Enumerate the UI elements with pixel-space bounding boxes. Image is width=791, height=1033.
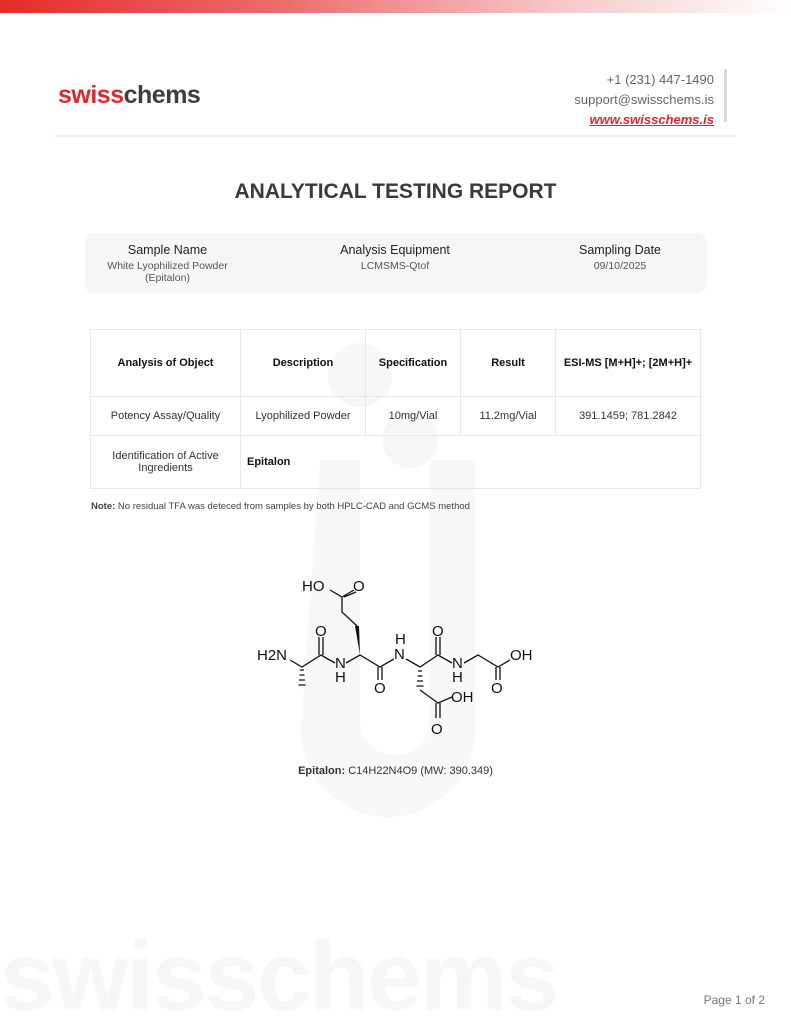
info-label: Sample Name — [127, 243, 208, 257]
website-link[interactable]: www.swisschems.is — [589, 112, 714, 127]
atom-label: H — [452, 669, 463, 686]
table-cell: Epitalon — [241, 436, 701, 489]
column-header: Specification — [366, 330, 461, 397]
atom-label: O — [353, 578, 365, 595]
email: support@swisschems.is — [574, 92, 714, 107]
atom-label: O — [374, 680, 386, 697]
atom-label: O — [491, 680, 503, 697]
structure-caption — [0, 765, 791, 777]
table-cell: 10mg/Vial — [366, 397, 461, 436]
watermark-text: swisschems — [0, 921, 558, 1031]
compound-formula: C14H22N4O9 (MW: 390.349) — [345, 765, 493, 777]
table-cell: Lyophilized Powder — [241, 397, 366, 436]
atom-label: HO — [302, 578, 325, 595]
table-cell: 391.1459; 781.2842 — [556, 397, 701, 436]
atom-label: N — [335, 655, 346, 672]
page-indicator[interactable]: Page 1 of 2 — [703, 993, 765, 1007]
table-cell: Potency Assay/Quality — [91, 397, 241, 436]
atom-label: N — [394, 646, 405, 663]
compound-name: Epitalon: — [298, 765, 346, 777]
logo-part-1: swiss — [58, 81, 124, 109]
atom-label: OH — [451, 689, 474, 706]
atom-label: N — [452, 655, 463, 672]
atom-label: H2N — [257, 647, 288, 664]
column-header: Analysis of Object — [91, 330, 241, 397]
info-label: Analysis Equipment — [340, 243, 450, 257]
logo-part-2: chems — [123, 81, 201, 109]
table-cell: Identification of Active Ingredients — [91, 436, 241, 489]
page-title: ANALYTICAL TESTING REPORT — [234, 180, 557, 203]
phone: +1 (231) 447-1490 — [606, 72, 714, 87]
info-value: White Lyophilized Powder (Epitalon) — [107, 260, 228, 284]
atom-label: O — [431, 721, 443, 738]
info-value: 09/10/2025 — [593, 260, 647, 272]
info-label: Sampling Date — [579, 243, 661, 257]
table-cell: 11.2mg/Vial — [461, 397, 556, 436]
atom-label: H — [395, 631, 406, 648]
column-header: ESI-MS [M+H]+; [2M+H]+ — [556, 330, 701, 397]
column-header: Description — [241, 330, 366, 397]
atom-label: H — [335, 669, 346, 686]
note-text: No residual TFA was deteced from samples by both HPLC-CAD and GCMS method — [115, 501, 470, 512]
info-value: LCMSMS-Qtof — [360, 260, 430, 272]
atom-label: OH — [510, 647, 533, 664]
atom-label: O — [432, 623, 444, 640]
column-header: Result — [461, 330, 556, 397]
atom-label: O — [315, 623, 327, 640]
note-label: Note: — [91, 501, 116, 512]
